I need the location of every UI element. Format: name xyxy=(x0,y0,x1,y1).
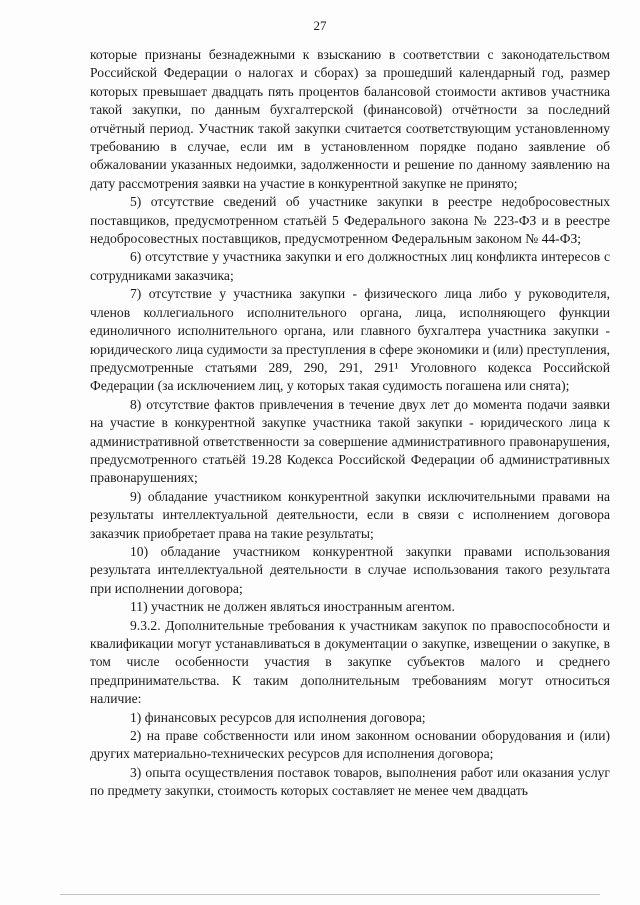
paragraph: 5) отсутствие сведений об участнике закупки в реестре недобросовестных поставщиков, предусмотренном статьёй 5 Федерального закона № 223-ФЗ и в реестре недобросовестных поставщиков, предусмотренном Федеральным законом № 44-ФЗ; xyxy=(90,194,610,247)
paragraph: 9) обладание участником конкурентной закупки исключительными правами на результаты интеллектуальной деятельности, если в связи с исполнением договора заказчик приобретает права на такие результаты; xyxy=(90,488,610,541)
paragraph: 6) отсутствие у участника закупки и его должностных лиц конфликта интересов с сотрудниками заказчика; xyxy=(90,249,610,283)
paragraph: 7) отсутствие у участника закупки - физического лица либо у руководителя, членов коллегиального исполнительного органа, лица, исполняющего функции единоличного исполнительного органа, или главного бухгалтера участника закупки - юридического лица судимости за преступления в сфере экономики и (или) преступления, предусмотренные статьями 289, 290, 291, 291¹ Уголовного кодекса Российской Федерации (за исключением лиц, у которых такая судимость погашена или снята); xyxy=(90,286,610,394)
paragraph: 11) участник не должен являться иностранным агентом. xyxy=(130,599,455,615)
page-number: 27 xyxy=(313,18,327,33)
paragraph: 1) финансовых ресурсов для исполнения договора; xyxy=(130,709,426,725)
paragraph: которые признаны безнадежными к взысканию в соответствии с законодательством Российской Федерации о налогах и сборах) за прошедший календарный год, размер которых превышает двадцать пять процентов балансовой стоимости активов участника такой закупки, по данным бухгалтерской (финансовой) отчётности за последний отчётный период. Участник такой закупки считается соответствующим установленному требованию в случае, если им в установленном порядке подано заявление об обжаловании указанных недоимки, задолженности и решение по данному заявлению на дату рассмотрения заявки на участие в конкурентной закупке не принято; xyxy=(90,47,610,191)
paragraph: 10) обладание участником конкурентной закупки правами использования результата интеллектуальной деятельности в случае использования такого результата при исполнении договора; xyxy=(90,543,610,596)
paragraph: 9.3.2. Дополнительные требования к участникам закупок по правоспособности и квалификации могут устанавливаться в документации о закупке, извещении о закупке, в том числе особенности участия в закупке субъектов малого и среднего предпринимательства. К таким дополнительным требованиям могут относиться наличие: xyxy=(90,617,610,707)
paragraph: 2) на праве собственности или ином законном основании оборудования и (или) других материально-технических ресурсов для исполнения договора; xyxy=(90,728,610,762)
paragraph: 3) опыта осуществления поставок товаров, выполнения работ или оказания услуг по предмету закупки, стоимость которых составляет не менее чем двадцать xyxy=(90,764,610,799)
paragraph: 8) отсутствие фактов привлечения в течение двух лет до момента подачи заявки на участие в конкурентной закупке участника такой закупки - юридического лица к административной ответственности за совершение административного правонарушения, предусмотренного статьёй 19.28 Кодекса Российской Федерации об административных правонарушениях; xyxy=(90,396,610,486)
footer-rule xyxy=(60,894,600,895)
document-body xyxy=(90,46,610,801)
